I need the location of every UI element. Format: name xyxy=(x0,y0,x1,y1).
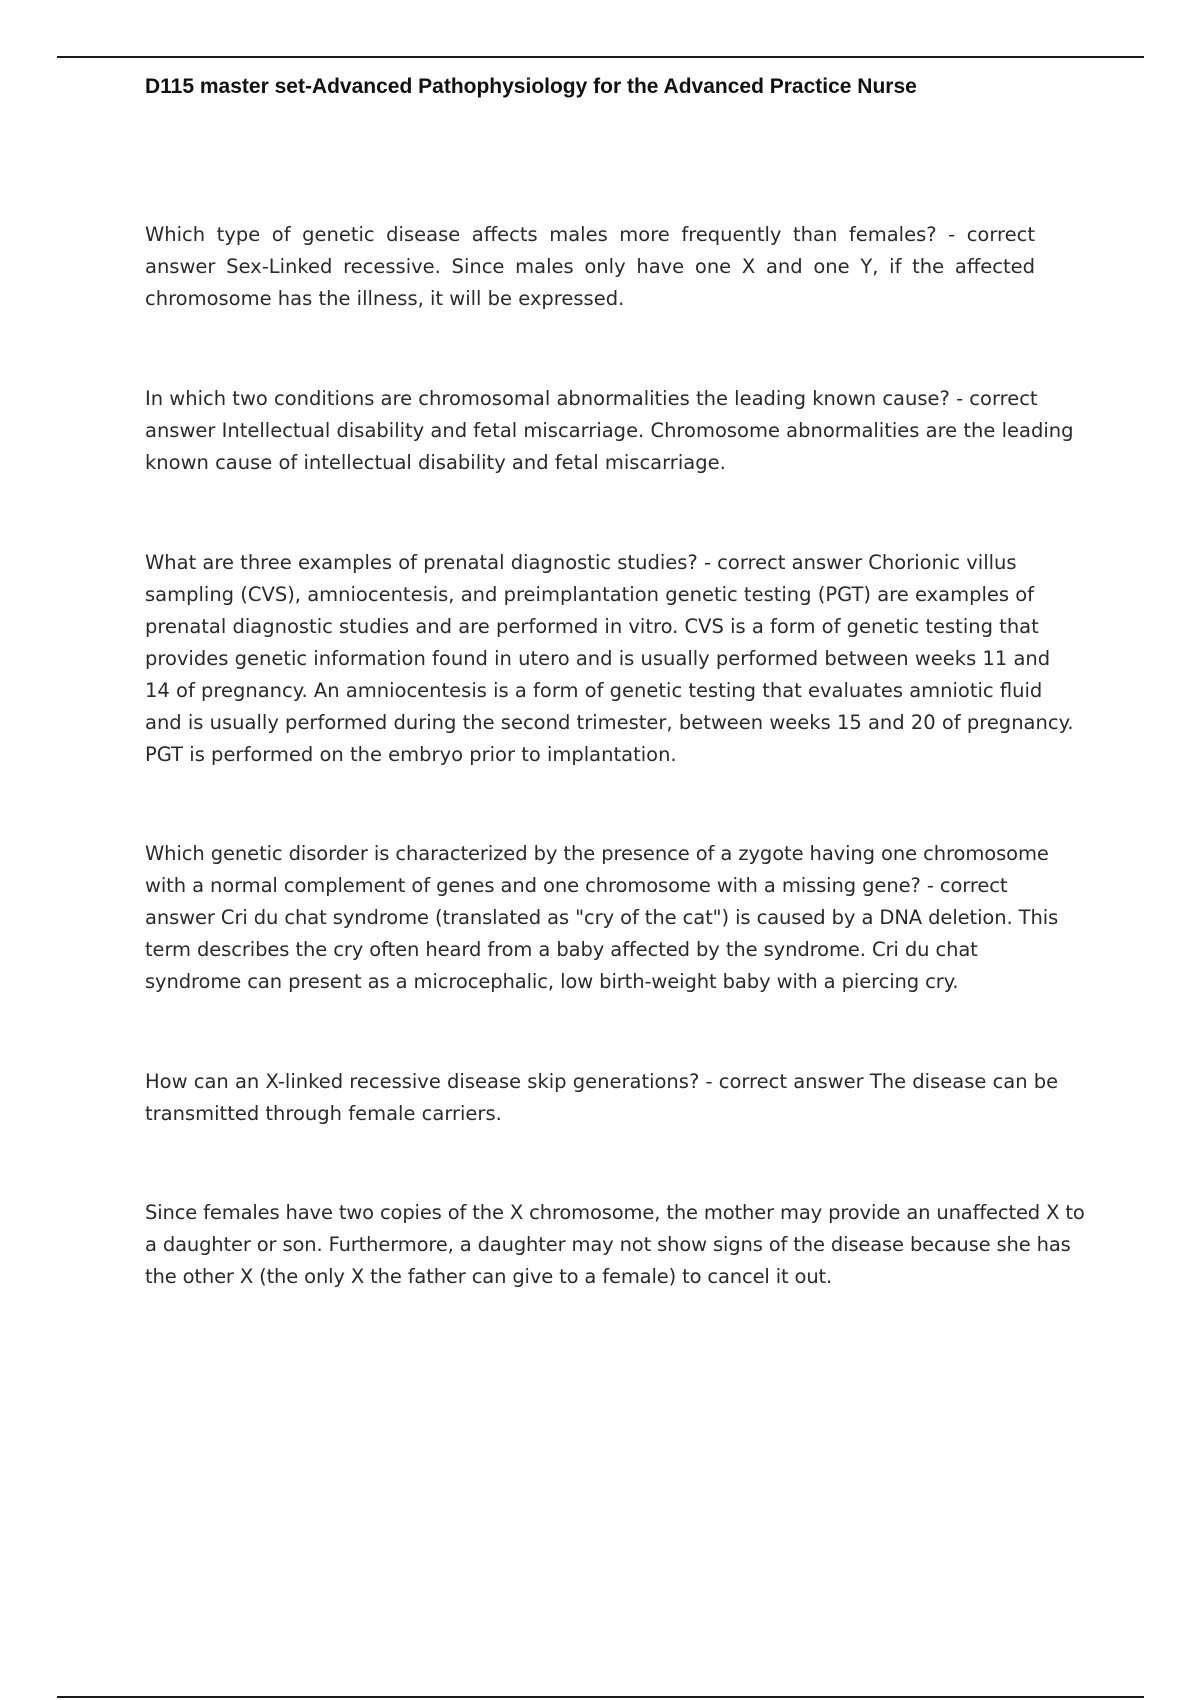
footer-rule xyxy=(57,1696,1144,1698)
qa-entry-prenatal-studies: What are three examples of prenatal diagnostic studies? - correct answer Chorionic villus sampling (CVS), amniocentesis, and preimplantation genetic testing (PGT) are examples of prenatal diagnostic studies and are performed in vitro. CVS is a form of genetic testing that provides genetic information found in utero and is usually performed between weeks 11 and 14 of pregnancy. An amniocentesis is a form of genetic testing that evaluates amniotic fluid and is usually performed during the second trimester, between weeks 15 and 20 of pregnancy. PGT is performed on the embryo prior to implantation. xyxy=(145,551,1074,766)
qa-entry-sex-linked: Which type of genetic disease affects males more frequently than females? - correct answer Sex-Linked recessive. Since males only have one X and one Y, if the affected chromosome has the illness, it will be expressed. xyxy=(145,223,1035,310)
qa-entry-chromosomal-abnormalities: In which two conditions are chromosomal abnormalities the leading known cause? - correct answer Intellectual disability and fetal miscarriage. Chromosome abnormalities are the leading known cause of intellectual disability and fetal miscarriage. xyxy=(145,387,1074,474)
header-rule xyxy=(57,56,1144,58)
qa-entry-cri-du-chat: Which genetic disorder is characterized by the presence of a zygote having one chromosome with a normal complement of genes and one chromosome with a missing gene? - correct answer Cri du chat syndrome (translated as "cry of the cat") is caused by a DNA deletion. This term describes the cry often heard from a baby affected by the syndrome. Cri du chat syndrome can present as a microcephalic, low birth-weight baby with a piercing cry. xyxy=(145,842,1059,993)
qa-entry-x-linked-skip: How can an X-linked recessive disease skip generations? - correct answer The disease can be transmitted through female carriers. xyxy=(145,1070,1059,1125)
document-title: D115 master set-Advanced Pathophysiology for the Advanced Practice Nurse xyxy=(145,75,917,98)
qa-entry-female-carriers: Since females have two copies of the X chromosome, the mother may provide an unaffected X to a daughter or son. Furthermore, a daughter may not show signs of the disease because she has the other X (the only X the father can give to a female) to cancel it out. xyxy=(145,1201,1085,1288)
